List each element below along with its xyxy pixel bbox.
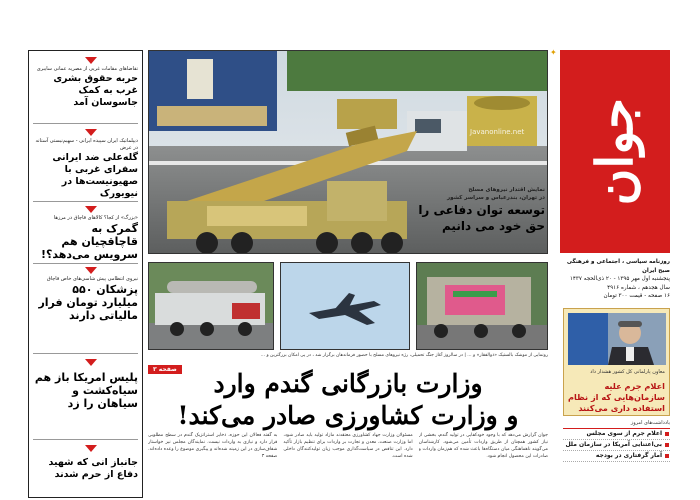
issue-number: سال هجدهم ، شماره ۴۹۱۶ <box>607 284 670 291</box>
main-photo-caption[interactable] <box>405 186 545 234</box>
divider <box>33 123 138 124</box>
red-triangle-icon <box>85 206 97 213</box>
red-triangle-icon <box>85 359 97 366</box>
masthead-title: جوان <box>585 97 644 206</box>
news-kicker: دیپلماتیک ایران سپیده ایرانی - سهیم‌نیستی آستانه در عرض <box>35 138 138 151</box>
paper-tagline: روزنامه سیاسی ، اجتماعی و فرهنگی صبح ایران <box>566 259 670 274</box>
news-item[interactable] <box>29 267 142 322</box>
caption-kicker-2: در تهران، بندرعباس و سراسر کشور <box>446 195 545 201</box>
divider <box>33 201 138 202</box>
caption-kicker: نمایش اقتدار نیروهای مسلح <box>468 187 545 193</box>
issue-price: ۱۶ صفحه - قیمت ۳۰۰ تومان <box>603 293 670 299</box>
news-headline: گمرک به قاچاقچیان هم سرویس می‌دهد؟! <box>41 222 138 261</box>
thumb-photo-missile-truck[interactable] <box>148 262 274 350</box>
thumb-photo-jet[interactable] <box>280 262 410 350</box>
news-headline: گله‌علی ضد ایرانی سفرای غربی با صهیونیست‌ها در نیویورک <box>52 152 138 199</box>
main-headline-line-1: وزارت بازرگانی گندم وارد <box>213 369 483 398</box>
interview-box[interactable] <box>563 308 670 416</box>
fighter-jet-illustration <box>280 263 409 350</box>
article-column: جوان گزارش می‌دهد که با وجود خودکفایی در تولید گندم، بخشی از نیاز کشور همچنان از طریق واردات تأمین می‌شود. کارشناسان می‌گویند ناهماهنگی میان دستگاه‌ها باعث شده که هم‌زمان واردات و صادرات این محصول انجام شود. <box>418 433 548 459</box>
issue-info <box>560 258 670 301</box>
news-headline: پلیس امریکا باز هم سیاه‌کشت و سیاهان را زد <box>34 371 138 410</box>
divider <box>33 353 138 354</box>
watermark-text: Javanonline.net <box>470 128 525 136</box>
masthead <box>560 50 670 253</box>
page-tag: صفحه ۳ <box>148 365 182 374</box>
interview-kicker: معاون پارلمانی کل کشور هشدار داد <box>590 369 665 375</box>
news-item[interactable] <box>29 359 142 410</box>
thumbs-caption: رونمایی از موشک بالستیک «ذوالفقار» و ... | در سالروز آغاز جنگ تحمیلی، رژه نیروهای مسلح با حضور فرماندهان برگزار شد ، در پی امکان بزرگترین و ... <box>260 353 548 358</box>
missile-launcher-illustration <box>416 263 547 350</box>
issue-date: پنجشنبه اول مهر ۱۳۹۵ - ۲۰ ذی‌الحجه ۱۴۳۷ <box>569 276 670 282</box>
sidebar-list-item[interactable]: بی‌اعتنایی آمریکا در سازمان ملل <box>563 440 670 451</box>
interview-headline: اعلام جرم علیه سازمان‌هایی که از نظام استفاده داری می‌کنند <box>567 381 665 413</box>
news-item[interactable] <box>29 206 142 261</box>
red-triangle-icon <box>85 445 97 452</box>
news-kicker: «بزرگ» از کجا؟ کالاهای قاچاق در مرزها <box>53 215 138 221</box>
interview-photo <box>568 313 666 365</box>
red-triangle-icon <box>85 57 97 64</box>
divider <box>33 439 138 440</box>
news-item[interactable] <box>29 129 142 200</box>
sidebar-news-list <box>563 420 670 462</box>
missile-truck-illustration <box>148 263 273 350</box>
portrait-illustration <box>568 313 666 365</box>
news-item[interactable] <box>29 57 142 109</box>
left-news-column <box>28 50 143 498</box>
news-kicker: تقاضاهای مقامات غربی از مصریه عمانی سایبری <box>36 66 138 72</box>
red-triangle-icon <box>85 267 97 274</box>
sidebar-list-item[interactable]: آمار گرفتاری در بودجه <box>563 451 670 462</box>
main-headline-block[interactable] <box>148 362 548 432</box>
sidebar-list-title: یادداشت‌های امروز <box>563 420 670 429</box>
caption-headline-2: حق خود می دانیم <box>442 219 545 233</box>
article-column: به گفته فعالان این حوزه، ذخایر استراتژیک گندم در سطح مطلوبی قرار دارد و نیازی به واردات نیست. نمایندگان مجلس نیز خواستار شفاف‌سازی در این زمینه شده‌اند و پیگیری موضوع را وعده داده‌اند. صفحه ۳ <box>148 433 278 459</box>
news-headline: جانباز انی که شهید دفاع از حرم شدند <box>48 457 138 480</box>
article-column: مسئولان وزارت جهاد کشاورزی معتقدند مازاد تولید باید صادر شود، اما وزارت صنعت، معدن و تجارت بر واردات برای تنظیم بازار تأکید دارد. این تناقض در سیاست‌گذاری موجب زیان تولیدکنندگان داخلی شده است. <box>283 433 413 459</box>
divider <box>33 263 138 264</box>
caption-headline: توسعه توان دفاعی را <box>418 203 545 217</box>
sidebar-list-item[interactable]: اعلام جرم از سوی مجلس <box>563 429 670 440</box>
star-icon: ✦ <box>550 48 557 57</box>
article-body <box>148 432 548 498</box>
news-headline: پزشکان ۵۵۰ میلیارد تومان فرار مالیاتی دارند <box>38 283 138 322</box>
red-triangle-icon <box>85 129 97 136</box>
news-item[interactable] <box>29 445 142 481</box>
news-headline: حربه حقوق بشری غرب به کمک جاسوسان آمد <box>53 73 138 108</box>
main-headline-line-2: و وزارت کشاورزی صادر می‌کند! <box>177 401 519 430</box>
thumb-photo-launcher[interactable] <box>416 262 548 350</box>
news-kicker: نیروی انتظامی پیش شاسی‌های خاص قاچاق <box>46 276 138 282</box>
